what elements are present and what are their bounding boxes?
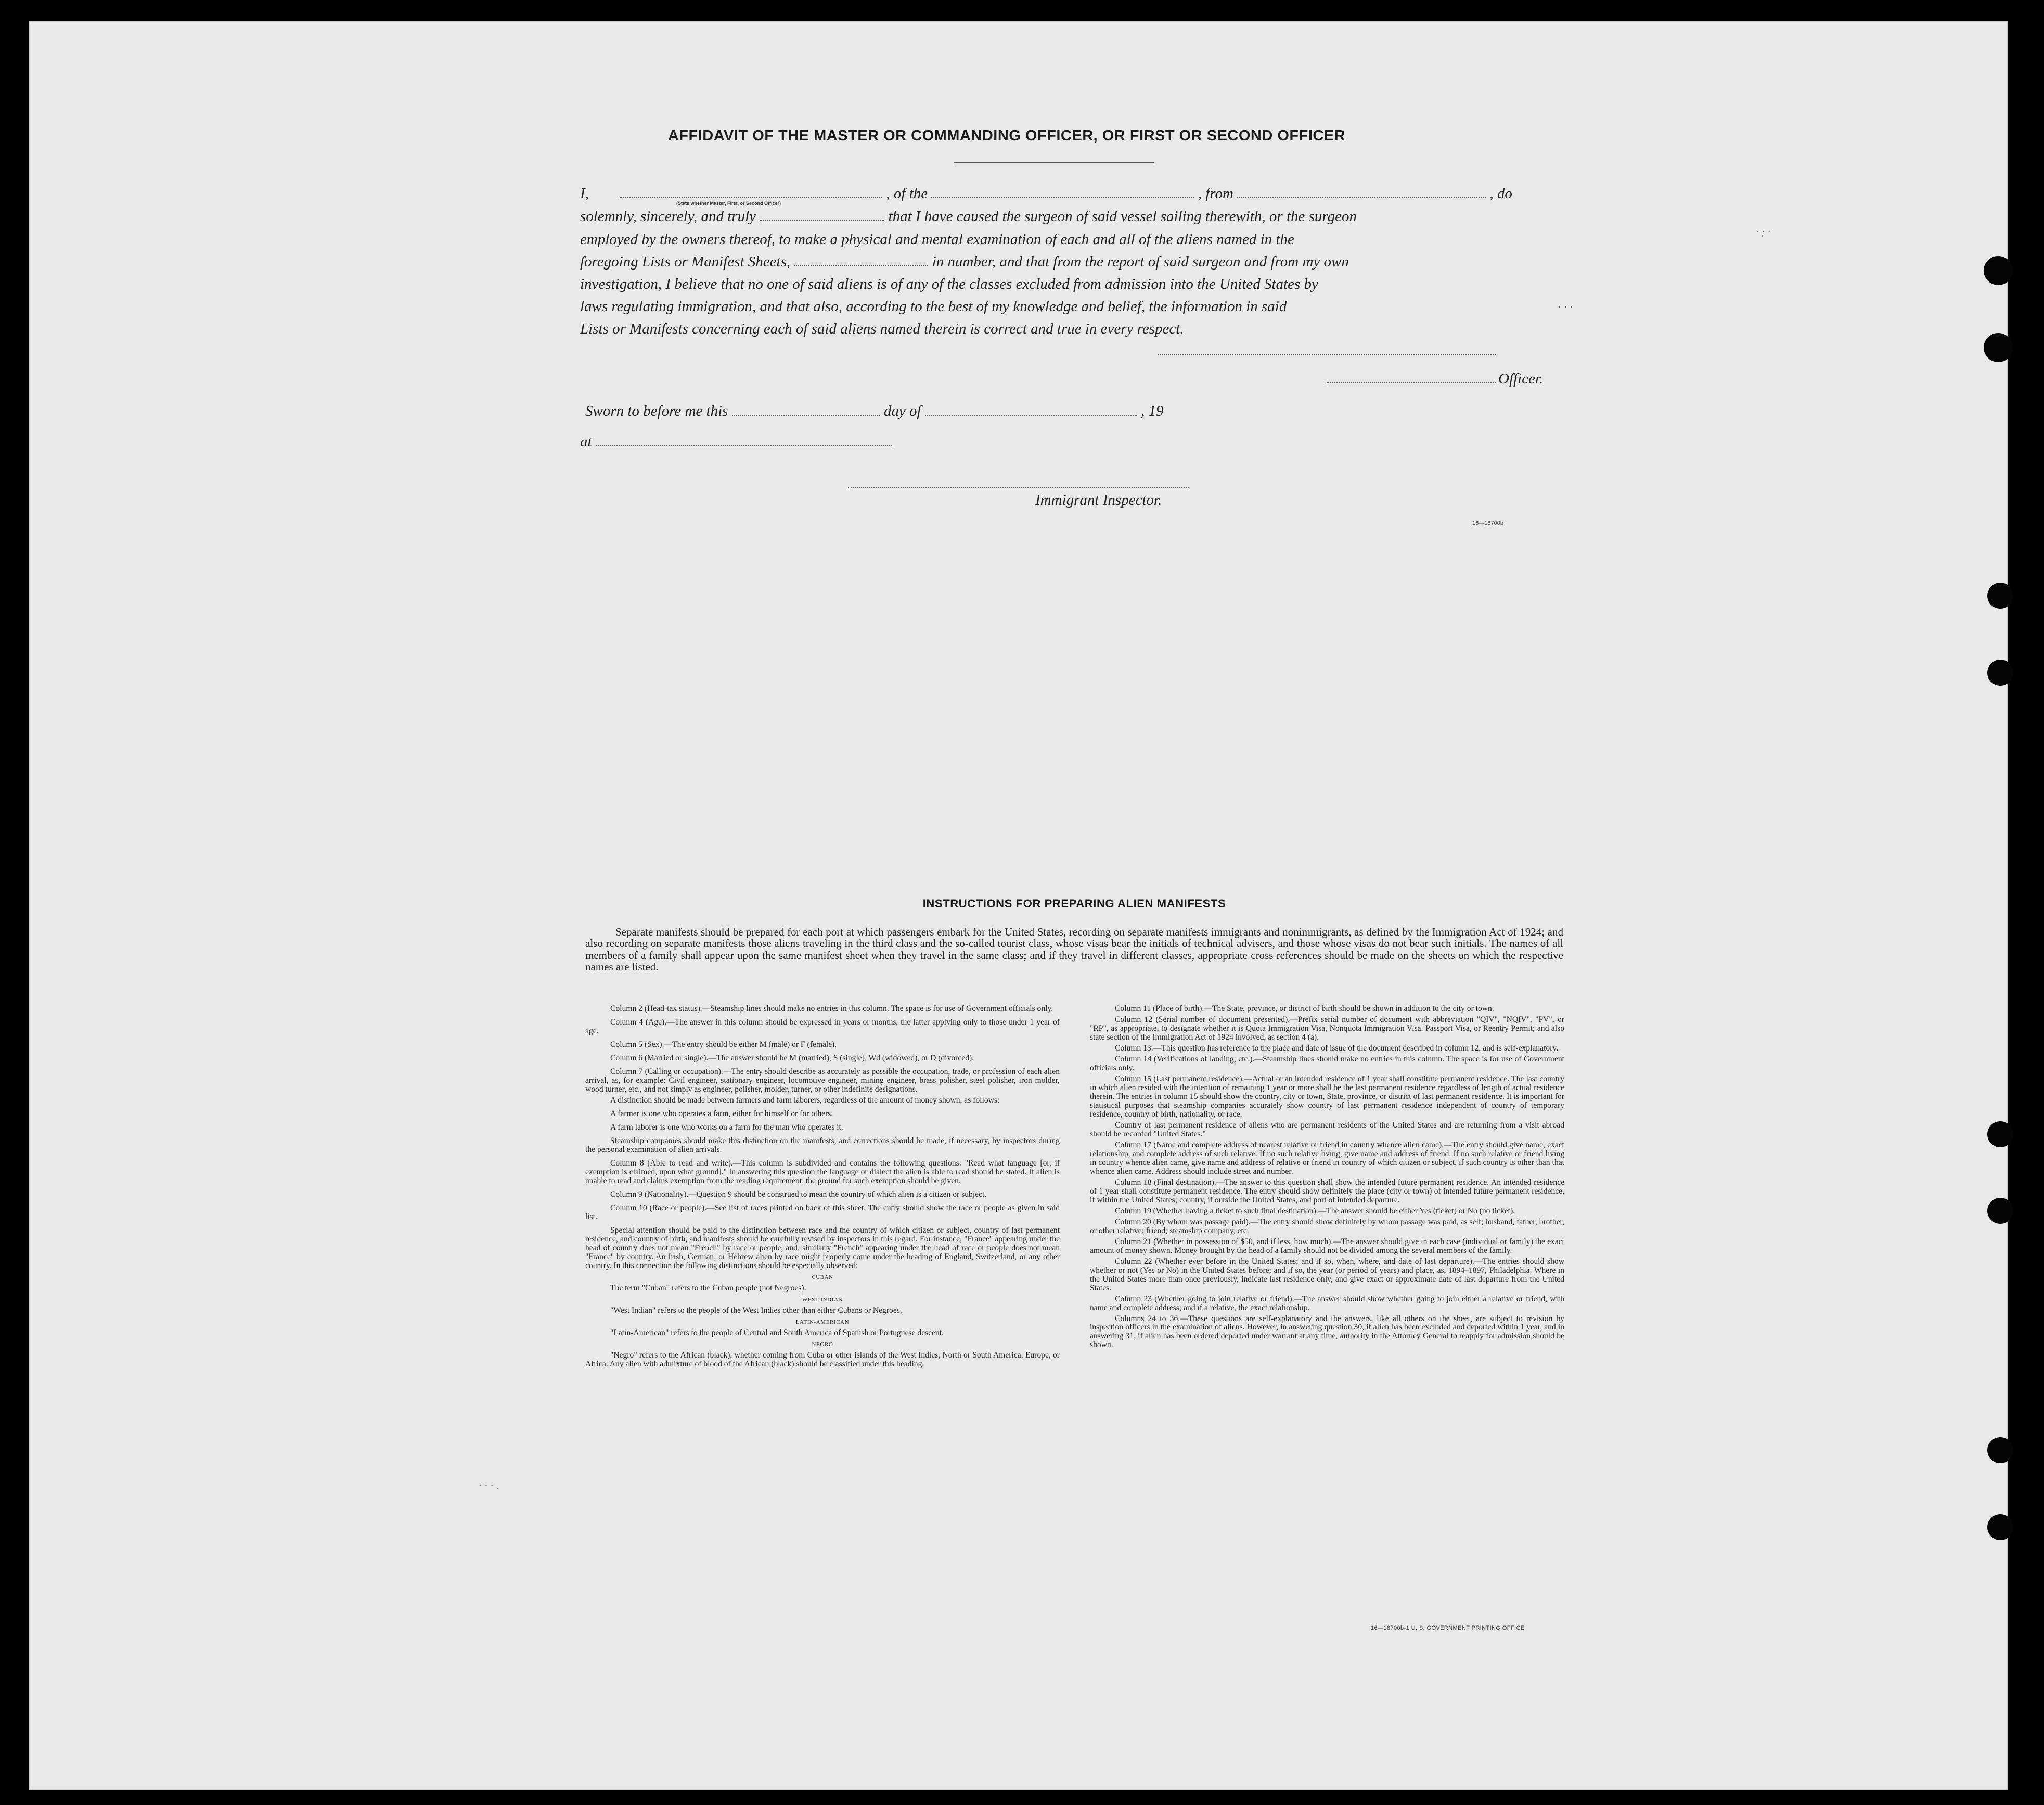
text-surgeon: that I have caused the surgeon of said vessel sailing therewith, or the surgeon: [888, 208, 1357, 225]
column-13-text: Column 13.—This question has reference to the place and date of issue of the document described in column 12, and is self-explanatory.: [1115, 1043, 1559, 1053]
column-10-special-attention: Special attention should be paid to the distinction between race and the country of which citizen or subject, country of last permanent residence, and country of birth, and manifests should be carefully revised by inspectors in this regard. For instance, "France" appearing under the head of country does not mean "French" by race or people, and, similarly "French" appearing under the head of race or people does not mean "France" by country. An Irish, German, or Hebrew alien by race might properly come under the heading of England, Switzerland, or any other country. In this connection the following distinctions should be especially observed:: [585, 1225, 1060, 1270]
affidavit-line-2: [580, 209, 1558, 224]
port-from-field[interactable]: [1237, 188, 1486, 198]
punch-hole: [1984, 256, 2013, 285]
column-12-text: Column 12 (Serial number of document presented).—Prefix serial number of document with abbreviation "QIV", "NQIV", "PV", or "RP", as appropriate, to designate whether it is Quota Immigration Visa, Nonquota Immigration Visa, Passport Visa, or Reentry Permit; and also state section of the Immigration Act of 1924 involved, as section 4 (a).: [1090, 1015, 1564, 1042]
text-in-number: in number, and that from the report of said surgeon and from my own: [932, 253, 1349, 270]
column-7-text: Column 7 (Calling or occupation).—The entry should describe as accurately as possible the occupation, trade, or profession of each alien arrival, as, for example: Civil engineer, stationary engineer, locomotive engineer, mining engineer, brass polisher, steel polisher, iron molder, wood turner, etc., and not simply as engineer, polisher, molder, turner, or other indefinite designations.: [585, 1067, 1060, 1094]
text-at: at: [580, 433, 592, 450]
column-4-text: Column 4 (Age).—The answer in this column should be expressed in years or months, the latter applying only to those under 1 year of age.: [585, 1017, 1060, 1035]
column-18-text: Column 18 (Final destination).—The answer to this question shall show the intended future permanent residence. An intended residence of 1 year shall constitute permanent residence. The entry should show definitely the place (city or town) of intended future permanent residence, if within the United States; country, if outside the United States, and port of intended departure.: [1090, 1177, 1564, 1205]
instructions-title: INSTRUCTIONS FOR PREPARING ALIEN MANIFESTS: [922, 897, 1226, 910]
text-do: , do: [1489, 185, 1512, 202]
inspector-signature-line[interactable]: [848, 487, 1189, 488]
heading-west-indian: WEST INDIAN: [802, 1296, 843, 1303]
text-solemnly: solemnly, sincerely, and truly: [580, 208, 756, 225]
west-indian-definition: "West Indian" refers to the people of the West Indies other than either Cubans or Negroes.: [610, 1305, 902, 1315]
master-name-field[interactable]: [620, 188, 882, 198]
form-number: 16—18700b: [1472, 520, 1503, 527]
negro-definition: "Negro" refers to the African (black), whether coming from Cuba or other islands of the West Indies, North or South America, Europe, or Africa. Any alien with admixture of blood of the African (black) should be classified under this heading.: [585, 1350, 1060, 1368]
column-8-text: Column 8 (Able to read and write).—This column is subdivided and contains the following questions: "Read what language [or, if exemption is claimed, upon what ground]." In answering this question the language or dialect the alien is able to read should be stated. If alien is unable to read and claims exemption from the reading requirement, the ground for such exemption should be given.: [585, 1158, 1060, 1185]
text-i: I,: [580, 185, 589, 202]
sworn-place-field[interactable]: [596, 436, 892, 446]
at-line: [580, 434, 1558, 450]
column-15-text: Column 15 (Last permanent residence).—Actual or an intended residence of 1 year shall constitute permanent residence. The last country in which alien resided with the intention of remaining 1 year or more shall be the last permanent residence regardless of length of actual residence therein. The entries in column 15 should show the country, city or town, State, province, or district of last permanent residence. It is important for statistical purposes that steamship companies accurately show country of last permanent residence independent of country of temporary residence, country of birth, nationality, or race.: [1090, 1074, 1564, 1119]
column-15-country-text: Country of last permanent residence of aliens who are permanent residents of the United States and are returning from a visit abroad should be recorded "United States.": [1090, 1120, 1564, 1138]
instructions-left-column: [585, 1004, 1060, 1370]
sworn-day-field[interactable]: [732, 405, 880, 416]
scan-speck: · · · .: [479, 1480, 500, 1491]
column-5-text: Column 5 (Sex).—The entry should be either M (male) or F (female).: [610, 1040, 837, 1049]
column-19-text: Column 19 (Whether having a ticket to such final destination).—The answer should be either Yes (ticket) or No (no ticket).: [1115, 1206, 1515, 1215]
column-2-text: Column 2 (Head-tax status).—Steamship lines should make no entries in this column. The space is for use of Government officials only.: [610, 1004, 1053, 1013]
columns-24-36-text: Columns 24 to 36.—These questions are self-explanatory and the answers, like all others on the sheet, are subject to revision by inspection officers in the examination of aliens. However, in answering question 30, if alien has been excluded and deported within 1 year, and in answering 31, if alien has been ordered deported under warrant at any time, authority in the Attorney General to reapply for admission should be shown.: [1090, 1314, 1564, 1350]
column-21-text: Column 21 (Whether in possession of $50, and if less, how much).—The answer should give in each case (individual or family) the exact amount of money shown. Money brought by the head of a family should not be divided among the several members of the family.: [1090, 1237, 1564, 1255]
punch-hole: [1984, 333, 2013, 362]
column-11-text: Column 11 (Place of birth).—The State, province, or district of birth should be shown in addition to the city or town.: [1115, 1004, 1494, 1013]
column-10-text: Column 10 (Race or people).—See list of races printed on back of this sheet. The entry should show the race or people as given in said list.: [585, 1203, 1060, 1221]
printing-office-line: 16—18700b-1 U. S. GOVERNMENT PRINTING OFFICE: [1371, 1625, 1525, 1631]
text-day-of: day of: [883, 403, 921, 419]
heading-latin-american: LATIN-AMERICAN: [795, 1318, 850, 1325]
master-officer-note: (State whether Master, First, or Second Officer): [676, 201, 781, 206]
punch-hole: [1987, 1121, 2013, 1147]
punch-hole: [1987, 1198, 2013, 1224]
affidavit-line-3: employed by the owners thereof, to make a physical and mental examination of each and all of the aliens named in the: [580, 231, 1294, 248]
text-foregoing: foregoing Lists or Manifest Sheets,: [580, 253, 791, 270]
manifest-sheet: [29, 21, 2008, 1790]
instructions-intro: Separate manifests should be prepared for each port at which passengers embark for the United States, recording on separate manifests immigrants and nonimmigrants, as defined by the Immigration Act of 1924; and also recording on separate manifests those aliens traveling in the third class and the so-called tourist class, whose visas bear the initials of technical advisers, and those whose visas do not bear such initials. The names of all members of a family shall appear upon the same manifest sheet when they travel in the same class; and if they travel in different classes, appropriate cross references should be made on the sheets on which the respective names are listed.: [585, 926, 1563, 974]
master-signature-line[interactable]: [1158, 354, 1496, 355]
punch-hole: [1987, 1437, 2013, 1463]
inspector-label: Immigrant Inspector.: [1035, 492, 1162, 508]
officer-label: Officer.: [1498, 370, 1544, 387]
column-14-text: Column 14 (Verifications of landing, etc.).—Steamship lines should make no entries in this column. The space is for use of Government officials only.: [1090, 1054, 1564, 1072]
heading-negro: NEGRO: [812, 1341, 833, 1348]
affidavit-title: AFFIDAVIT OF THE MASTER OR COMMANDING OFFICER, OR FIRST OR SECOND OFFICER: [667, 127, 1346, 144]
affidavit-line-5: investigation, I believe that no one of said aliens is of any of the classes excluded from admission into the United States by: [580, 276, 1318, 292]
column-20-text: Column 20 (By whom was passage paid).—The entry should show definitely by whom passage was paid, as self; husband, father, brother, or other relative; friend; steamship company, etc.: [1090, 1217, 1564, 1235]
instructions-right-column: [1090, 1004, 1564, 1351]
steamship-distinction: Steamship companies should make this distinction on the manifests, and corrections should be made, if necessary, by inspectors during the personal examination of alien arrivals.: [585, 1136, 1060, 1154]
cuban-definition: The term "Cuban" refers to the Cuban people (not Negroes).: [610, 1283, 806, 1292]
latin-american-definition: "Latin-American" refers to the people of Central and South America of Spanish or Portuguese descent.: [610, 1328, 944, 1337]
column-7-distinction: A distinction should be made between farmers and farm laborers, regardless of the amount of money shown, as follows:: [610, 1095, 1000, 1105]
sworn-line: [585, 404, 1563, 419]
scan-speck: · ·̣ ·: [1756, 226, 1771, 237]
farm-laborer-definition: A farm laborer is one who works on a farm for the man who operates it.: [610, 1122, 843, 1132]
scan-speck: · · ·: [1558, 302, 1573, 313]
column-6-text: Column 6 (Married or single).—The answer should be M (married), S (single), Wd (widowed), or D (divorced).: [610, 1053, 974, 1062]
text-of-the: , of the: [886, 185, 928, 202]
column-22-text: Column 22 (Whether ever before in the United States; and if so, when, where, and date of last departure).—The entries should show whether or not (Yes or No) in the United States before; and if so, the year (or period of years) and place, as, 1894–1897, Philadelphia. Where in the United States more than once previously, indicate last residence only, and give exact or approximate date of last departure from the United States.: [1090, 1257, 1564, 1292]
affidavit-line-1: [580, 186, 1558, 201]
vessel-name-field[interactable]: [931, 188, 1194, 198]
sheet-count-field[interactable]: [794, 256, 928, 266]
text-sworn: Sworn to before me this: [585, 403, 728, 419]
officer-signature-line[interactable]: [1327, 382, 1496, 383]
heading-cuban: CUBAN: [812, 1274, 833, 1281]
text-19: , 19: [1141, 403, 1164, 419]
sworn-month-field[interactable]: [925, 405, 1137, 416]
punch-hole: [1987, 660, 2013, 686]
column-9-text: Column 9 (Nationality).—Question 9 should be construed to mean the country of which alien is a citizen or subject.: [610, 1189, 987, 1199]
title-rule: [954, 162, 1154, 163]
column-23-text: Column 23 (Whether going to join relative or friend).—The answer should show whether going to join either a relative or friend, with name and complete address; and if a relative, the exact relationship.: [1090, 1294, 1564, 1312]
column-17-text: Column 17 (Name and complete address of nearest relative or friend in country whence alien came).—The entry should give name, exact relationship, and complete address of such relative. If no such relative living, give name and address of friend. If no such relative or friend living in country whence alien came, give name and address of relative or friend in country of which citizen or subject, if such country is other than that whence alien came. Address should include street and number.: [1090, 1140, 1564, 1176]
text-from: , from: [1198, 185, 1233, 202]
affidavit-line-6: laws regulating immigration, and that also, according to the best of my knowledge and belief, the information in said: [580, 298, 1287, 315]
punch-hole: [1987, 1514, 2013, 1540]
punch-hole: [1987, 583, 2013, 609]
affidavit-line-4: [580, 254, 1558, 270]
farmer-definition: A farmer is one who operates a farm, either for himself or for others.: [610, 1109, 833, 1118]
oath-manner-field[interactable]: [760, 211, 884, 221]
affidavit-line-7: Lists or Manifests concerning each of said aliens named therein is correct and true in every respect.: [580, 321, 1184, 337]
